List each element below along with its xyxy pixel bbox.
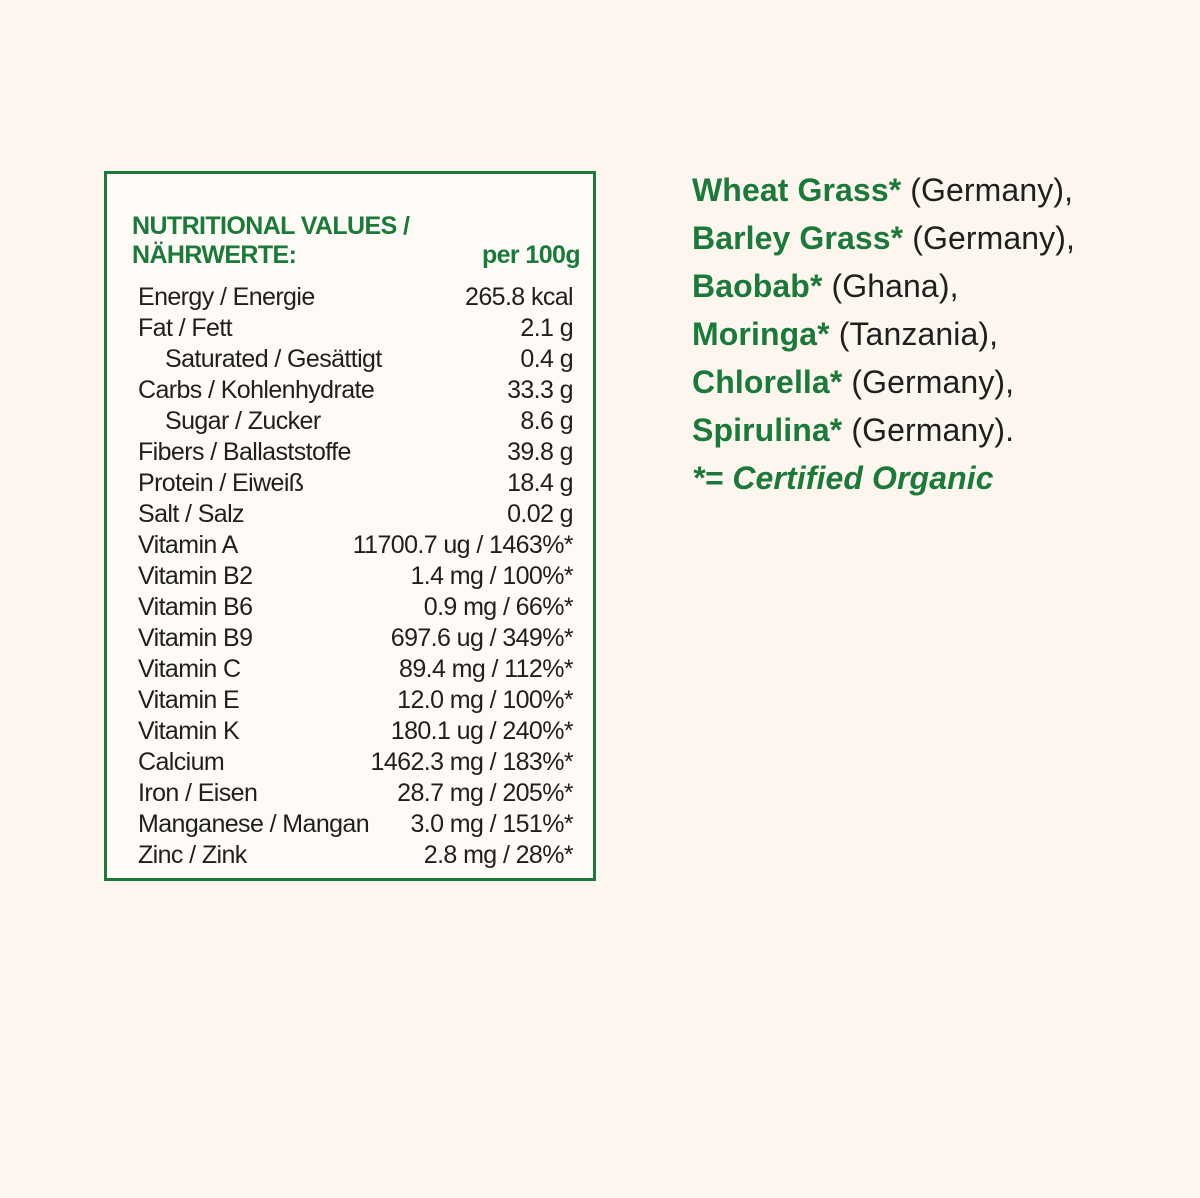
nutrient-label: Calcium xyxy=(138,748,225,776)
nutrient-label: Vitamin K xyxy=(138,717,240,745)
nutrient-value: 1.4 mg / 100%* xyxy=(410,562,573,590)
ingredient-name: Spirulina* xyxy=(692,412,843,448)
nutrient-value: 2.1 g xyxy=(520,314,573,342)
nutrient-label: Sugar / Zucker xyxy=(165,407,321,435)
nutrient-label: Energy / Energie xyxy=(138,283,315,311)
nutrient-value: 0.4 g xyxy=(520,345,573,373)
nutrient-label: Vitamin A xyxy=(138,531,238,559)
ingredient-name: Baobab* xyxy=(692,268,823,304)
nutrient-label: Iron / Eisen xyxy=(138,779,258,807)
per-100g-label: per 100g xyxy=(481,241,580,269)
organic-note: *= Certified Organic xyxy=(692,460,994,496)
nutrition-row-vitamin-b6 xyxy=(138,592,573,623)
nutrition-row-iron xyxy=(138,778,573,809)
nutrient-label: Carbs / Kohlenhydrate xyxy=(138,376,375,404)
nutrition-row-vitamin-a xyxy=(138,530,573,561)
nutrition-row-vitamin-b9 xyxy=(138,623,573,654)
nutrition-row-calcium xyxy=(138,747,573,778)
nutrition-row-fat xyxy=(138,313,573,344)
nutrient-value: 180.1 ug / 240%* xyxy=(390,717,573,745)
ingredient-item xyxy=(692,166,1192,214)
ingredient-item xyxy=(692,214,1192,262)
ingredient-origin: (Germany). xyxy=(842,412,1015,448)
nutrient-label: Manganese / Mangan xyxy=(138,810,370,838)
nutrient-label: Vitamin B6 xyxy=(138,593,253,621)
nutrition-row-zinc xyxy=(138,840,573,871)
nutrient-value: 1462.3 mg / 183%* xyxy=(370,748,573,776)
ingredient-item xyxy=(692,310,1192,358)
nutrition-table xyxy=(138,282,573,871)
nutrient-label: Vitamin E xyxy=(138,686,240,714)
nutrient-value: 11700.7 ug / 1463%* xyxy=(352,531,573,559)
nutrient-value: 89.4 mg / 112%* xyxy=(399,655,573,683)
nutrient-label: Zinc / Zink xyxy=(138,841,247,869)
nutrient-label: Vitamin C xyxy=(138,655,241,683)
nutrition-row-carbs xyxy=(138,375,573,406)
ingredient-name: Barley Grass* xyxy=(692,220,904,256)
ingredients-list xyxy=(692,166,1192,502)
nutrient-value: 18.4 g xyxy=(507,469,573,497)
nutrient-value: 39.8 g xyxy=(507,438,573,466)
ingredient-origin: (Germany), xyxy=(903,220,1076,256)
nutrition-heading-line1: NUTRITIONAL VALUES / xyxy=(132,212,410,240)
ingredient-item xyxy=(692,406,1192,454)
nutrition-panel xyxy=(104,171,596,881)
ingredient-item xyxy=(692,358,1192,406)
nutrition-row-protein xyxy=(138,468,573,499)
nutrition-row-energy xyxy=(138,282,573,313)
nutrient-value: 2.8 mg / 28%* xyxy=(423,841,573,869)
ingredient-origin: (Germany), xyxy=(901,172,1074,208)
nutrition-row-vitamin-b2 xyxy=(138,561,573,592)
nutrient-value: 8.6 g xyxy=(520,407,573,435)
nutrient-value: 265.8 kcal xyxy=(465,283,573,311)
nutrition-row-fibers xyxy=(138,437,573,468)
nutrient-value: 28.7 mg / 205%* xyxy=(397,779,573,807)
ingredient-name: Chlorella* xyxy=(692,364,843,400)
nutrition-heading-line2: NÄHRWERTE: xyxy=(132,241,297,269)
ingredient-name: Wheat Grass* xyxy=(692,172,902,208)
nutrition-row-salt xyxy=(138,499,573,530)
ingredient-name: Moringa* xyxy=(692,316,830,352)
ingredient-origin: (Tanzania), xyxy=(829,316,999,352)
nutrition-row-vitamin-k xyxy=(138,716,573,747)
nutrient-value: 697.6 ug / 349%* xyxy=(390,624,573,652)
nutrition-row-vitamin-e xyxy=(138,685,573,716)
nutrient-value: 12.0 mg / 100%* xyxy=(397,686,573,714)
nutrient-value: 33.3 g xyxy=(507,376,573,404)
nutrient-label: Protein / Eiweiß xyxy=(138,469,304,497)
nutrient-label: Fat / Fett xyxy=(138,314,233,342)
nutrition-row-vitamin-c xyxy=(138,654,573,685)
nutrient-value: 0.02 g xyxy=(507,500,573,528)
nutrient-value: 0.9 mg / 66%* xyxy=(423,593,573,621)
ingredient-item xyxy=(692,262,1192,310)
nutrient-label: Vitamin B9 xyxy=(138,624,253,652)
nutrition-row-saturated xyxy=(138,344,573,375)
nutrition-heading xyxy=(132,212,580,270)
nutrient-label: Salt / Salz xyxy=(138,500,244,528)
ingredient-origin: (Germany), xyxy=(842,364,1015,400)
nutrient-label: Saturated / Gesättigt xyxy=(165,345,382,373)
nutrient-value: 3.0 mg / 151%* xyxy=(410,810,573,838)
nutrition-row-manganese xyxy=(138,809,573,840)
ingredient-origin: (Ghana), xyxy=(822,268,959,304)
nutrient-label: Fibers / Ballaststoffe xyxy=(138,438,351,466)
nutrition-row-sugar xyxy=(138,406,573,437)
nutrient-label: Vitamin B2 xyxy=(138,562,253,590)
